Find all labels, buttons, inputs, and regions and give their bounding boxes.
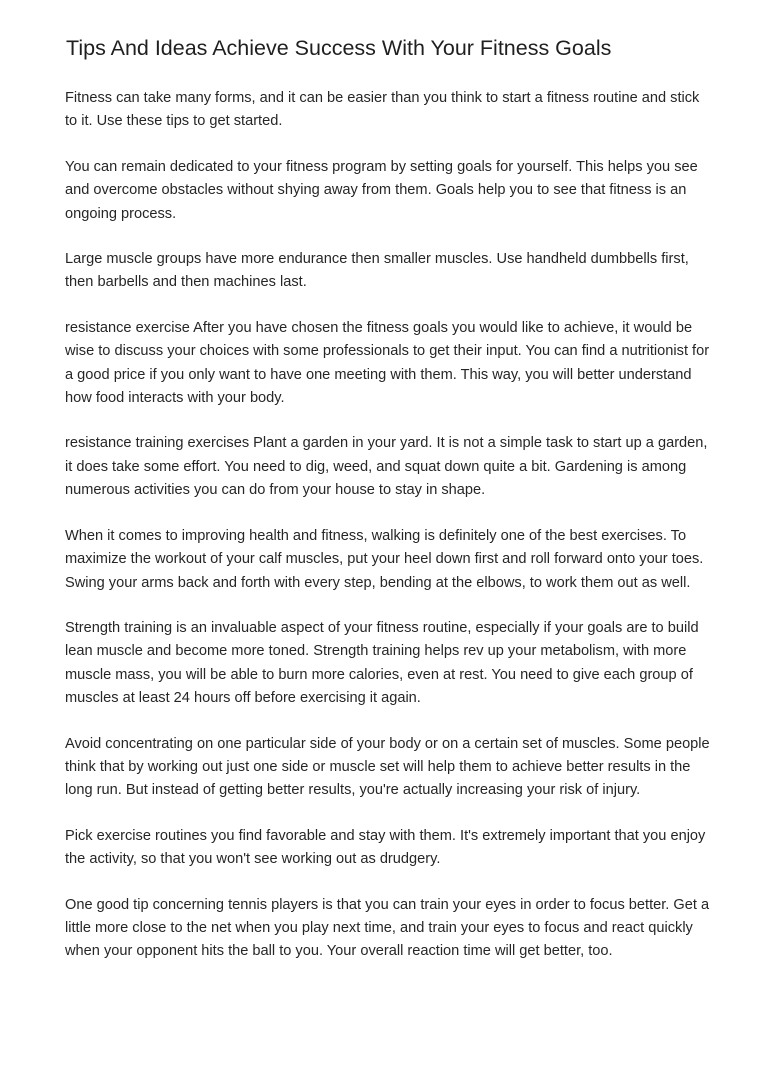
article-body: [65, 87, 713, 986]
paragraph: resistance exercise After you have chosen the fitness goals you would like to achieve, it would be wise to discuss your choices with some professionals to get their input. You can find a nutritionist for a good price if you only want to have one meeting with them. This way, you will better understand how food interacts with your body.: [65, 319, 710, 407]
paragraph: Fitness can take many forms, and it can be easier than you think to start a fitness routine and stick to it. Use these tips to get started.: [65, 90, 700, 130]
paragraph: When it comes to improving health and fitness, walking is definitely one of the best exercises. To maximize the workout of your calf muscles, put your heel down first and roll forward onto your toes. Swing your arms back and forth with every step, bending at the elbows, to work them out as well.: [65, 527, 704, 591]
page-title: Tips And Ideas Achieve Success With Your Fitness Goals: [66, 36, 612, 60]
paragraph: You can remain dedicated to your fitness program by setting goals for yourself. This helps you see and overcome obstacles without shying away from them. Goals help you to see that fitness is an ongoing process.: [65, 158, 698, 222]
paragraph: One good tip concerning tennis players is that you can train your eyes in order to focus better. Get a little more close to the net when you play next time, and train your eyes to focus and react quickly when your opponent hits the ball to you. Your overall reaction time will get better, too.: [65, 896, 710, 960]
paragraph: Strength training is an invaluable aspect of your fitness routine, especially if your goals are to build lean muscle and become more toned. Strength training helps rev up your metabolism, with more muscle mass, you will be able to burn more calories, even at rest. You need to give each group of muscles at least 24 hours off before exercising it again.: [65, 619, 699, 707]
paragraph: resistance training exercises Plant a garden in your yard. It is not a simple task to start up a garden, it does take some effort. You need to dig, weed, and squat down quite a bit. Gardening is among numerous activities you can do from your house to stay in shape.: [65, 435, 708, 499]
paragraph: Avoid concentrating on one particular side of your body or on a certain set of muscles. Some people think that by working out just one side or muscle set will help them to achieve better results in the long run. But instead of getting better results, you're actually increasing your risk of injury.: [65, 735, 710, 799]
paragraph: Large muscle groups have more endurance then smaller muscles. Use handheld dumbbells first, then barbells and then machines last.: [65, 251, 689, 291]
paragraph: Pick exercise routines you find favorable and stay with them. It's extremely important that you enjoy the activity, so that you won't see working out as drudgery.: [65, 827, 706, 868]
